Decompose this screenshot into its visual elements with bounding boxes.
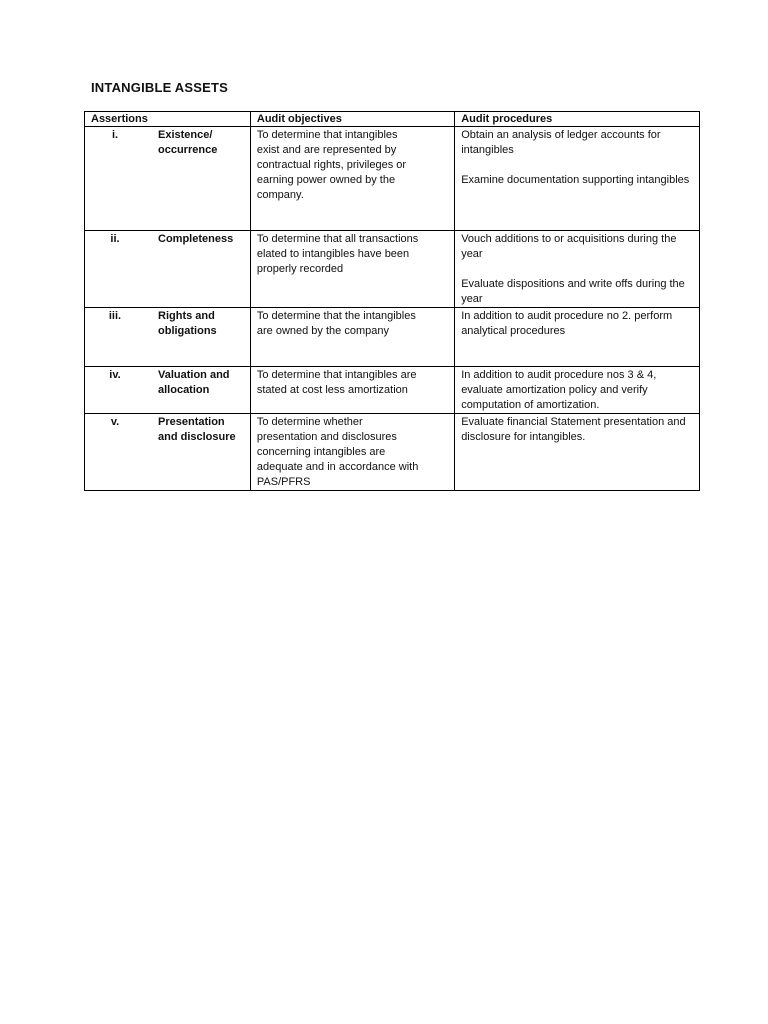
header-objectives: Audit objectives bbox=[250, 112, 454, 127]
objective-cell: To determine that intangibles are stated at cost less amortization bbox=[250, 367, 454, 414]
assertion-name: Completeness bbox=[158, 233, 234, 245]
assertion-cell bbox=[85, 308, 251, 367]
assertion-numeral: iii. bbox=[108, 310, 122, 322]
objective-cell: To determine that all transactions elated to intangibles have been properly recorded bbox=[250, 231, 454, 308]
table-row bbox=[85, 308, 700, 367]
assertion-name: Presentation and disclosure bbox=[158, 416, 236, 443]
procedure-text: In addition to audit procedure no 2. perform analytical procedures bbox=[461, 310, 673, 337]
assertion-numeral: v. bbox=[110, 416, 120, 428]
assertion-cell bbox=[85, 231, 251, 308]
assertion-cell bbox=[85, 414, 251, 491]
assertion-name: Valuation and allocation bbox=[158, 369, 230, 396]
procedure-cell bbox=[455, 414, 700, 491]
header-procedures: Audit procedures bbox=[455, 112, 700, 127]
procedure-cell bbox=[455, 231, 700, 308]
assertion-numeral: i. bbox=[111, 129, 119, 141]
page-title: INTANGIBLE ASSETS bbox=[91, 80, 229, 95]
procedure-text: Vouch additions to or acquisitions during the year bbox=[461, 233, 677, 260]
objective-cell: To determine that intangibles exist and are represented by contractual rights, privileges or earning power owned by the company. bbox=[250, 127, 454, 231]
procedure-gap bbox=[461, 158, 695, 173]
table-row bbox=[85, 127, 700, 231]
procedure-text: In addition to audit procedure nos 3 & 4, evaluate amortization policy and verify computation of amortization. bbox=[461, 369, 657, 411]
assertion-numeral: iv. bbox=[109, 369, 121, 381]
header-row bbox=[85, 112, 700, 127]
procedure-text: Examine documentation supporting intangibles bbox=[461, 174, 690, 186]
assertion-numeral: ii. bbox=[110, 233, 120, 245]
header-assertions: Assertions bbox=[85, 112, 251, 127]
objective-cell: To determine whether presentation and disclosures concerning intangibles are adequate and in accordance with PAS/PFRS bbox=[250, 414, 454, 491]
procedure-text: Evaluate financial Statement presentation and disclosure for intangibles. bbox=[461, 416, 686, 443]
procedure-cell bbox=[455, 308, 700, 367]
procedure-text: Obtain an analysis of ledger accounts for intangibles bbox=[461, 129, 661, 156]
assertion-name: Rights and obligations bbox=[158, 310, 217, 337]
audit-table bbox=[84, 111, 700, 491]
assertion-name: Existence/ occurrence bbox=[158, 129, 218, 156]
procedure-cell bbox=[455, 367, 700, 414]
table-row bbox=[85, 414, 700, 491]
procedure-text: Evaluate dispositions and write offs during the year bbox=[461, 278, 685, 305]
procedure-gap bbox=[461, 262, 695, 277]
assertion-cell bbox=[85, 367, 251, 414]
table-row bbox=[85, 367, 700, 414]
table-row bbox=[85, 231, 700, 308]
objective-cell: To determine that the intangibles are owned by the company bbox=[250, 308, 454, 367]
assertion-cell bbox=[85, 127, 251, 231]
procedure-cell bbox=[455, 127, 700, 231]
